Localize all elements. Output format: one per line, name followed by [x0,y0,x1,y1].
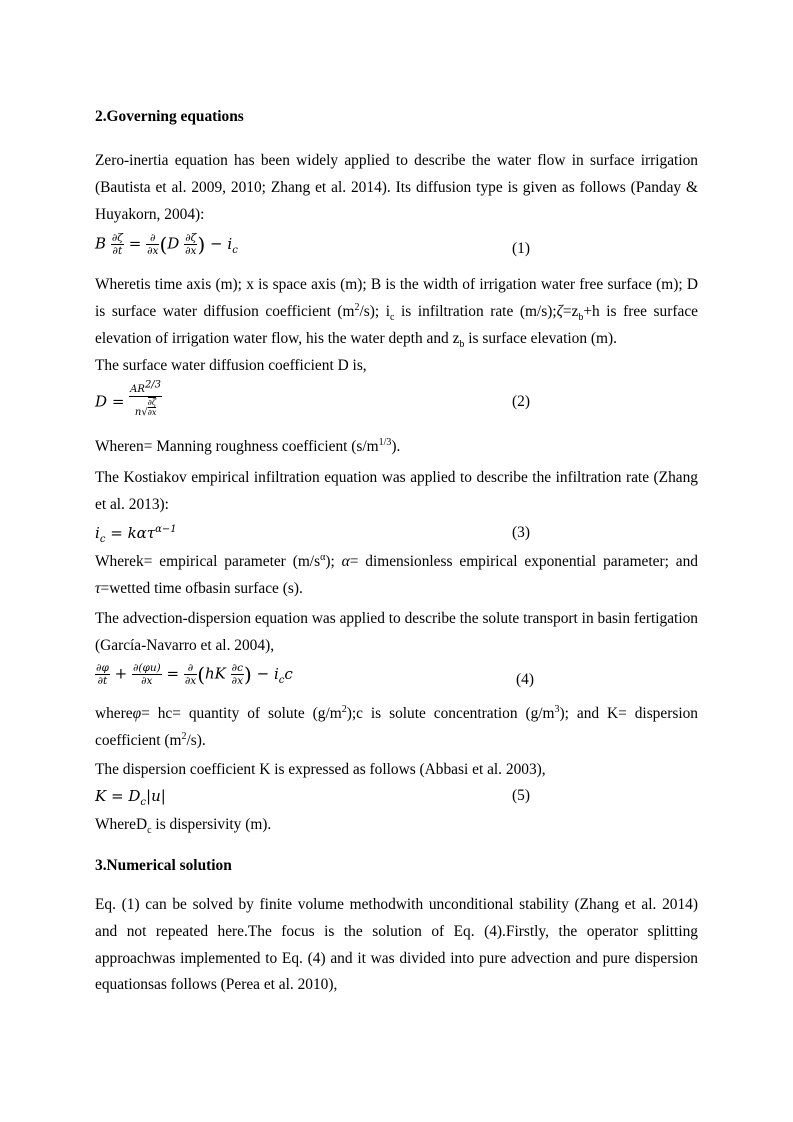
section-heading: 3.Numerical solution [95,857,232,874]
equation-number: (4) [516,671,534,688]
equation-number: (2) [512,393,530,410]
equation-4: $\frac{\partial\varphi}{\partial t}$ + $\frac{\partial(\varphi u)}{\partial x}$ = $\frac{\partial}{\partial x}$ (hK $\frac{\partial c}{\partial x}$ ) − $i_cc$ (4) [96,662,534,688]
paragraph: WhereD$_c$ is dispersivity (m). [95,816,272,837]
paragraph: Eq. (1) can be solved by finite volume methodwith unconditional stability (Zhang et al. 2014) and not repeated here.The focus is the solution of Eq. (4).Firstly, the operator splitting approachwas implemented to Eq. (4) and it was divided into pure advection and pure dispersion equationsas follows (Perea et al. 2010), [95,896,698,994]
equation-number: (3) [512,524,530,541]
paragraph: The dispersion coefficient K is expressed as follows (Abbasi et al. 2003), [95,761,546,778]
equation-5: $K = D_c|u|$ (5) [95,787,530,808]
paragraph: The surface water diffusion coefficient D is, [95,357,367,374]
equation-number: (1) [512,240,530,257]
paragraph: Zero-inertia equation has been widely applied to describe the water flow in surface irrigation (Bautista et al. 2009, 2010; Zhang et al. 2014). Its diffusion type is given as follows (Panday & Huyakorn, 2004): [95,152,698,223]
equation-1: B $\frac{\partial\zeta}{\partial t}$ = $\frac{\partial}{\partial x}$ (D $\frac{\partial\zeta}{\partial x}$ ) − $i_c$ (1) [95,232,530,257]
paragraph: Wherek= empirical parameter $(m/s^\alpha)$; α= dimensionless empirical exponential parameter; and τ=wetted time ofbasin surface (s). [95,551,698,597]
paragraph: The advection-dispersion equation was applied to describe the solute transport in basin fertigation (García-Navarro et al. 2004), [95,610,698,654]
paragraph: Wheretis time axis (m); x is space axis (m); B is the width of irrigation water free surface (m); D is surface water diffusion coefficient $(m^2/s)$; $i_c$ is infiltration rate $(m/s);\zeta=z_b+h$ is free surface elevation of irrigation water flow, his the water depth and $z_b$ is surface elevation (m). [95,276,698,350]
section-heading: 2.Governing equations [95,108,244,125]
paragraph: whereφ= hc= quantity of solute $(g/m^2);c$ is solute concentration $(g/m^3)$; and K= dispersion coefficient $(m^2/s)$. [95,703,698,749]
equation-number: (5) [512,787,530,804]
equation-3: $i_c = k\alpha\tau^{\alpha-1}$ (3) [95,524,530,545]
paragraph: The Kostiakov empirical infiltration equation was applied to describe the infiltration rate (Zhang et al. 2013): [95,469,698,513]
equation-2: D = $AR^{2/3}$ n√ $\frac{\partial\zeta}{\partial x}$ (2) [95,379,530,418]
paragraph: Wheren= Manning roughness coefficient $(s/m^{1/3})$. [95,436,401,455]
